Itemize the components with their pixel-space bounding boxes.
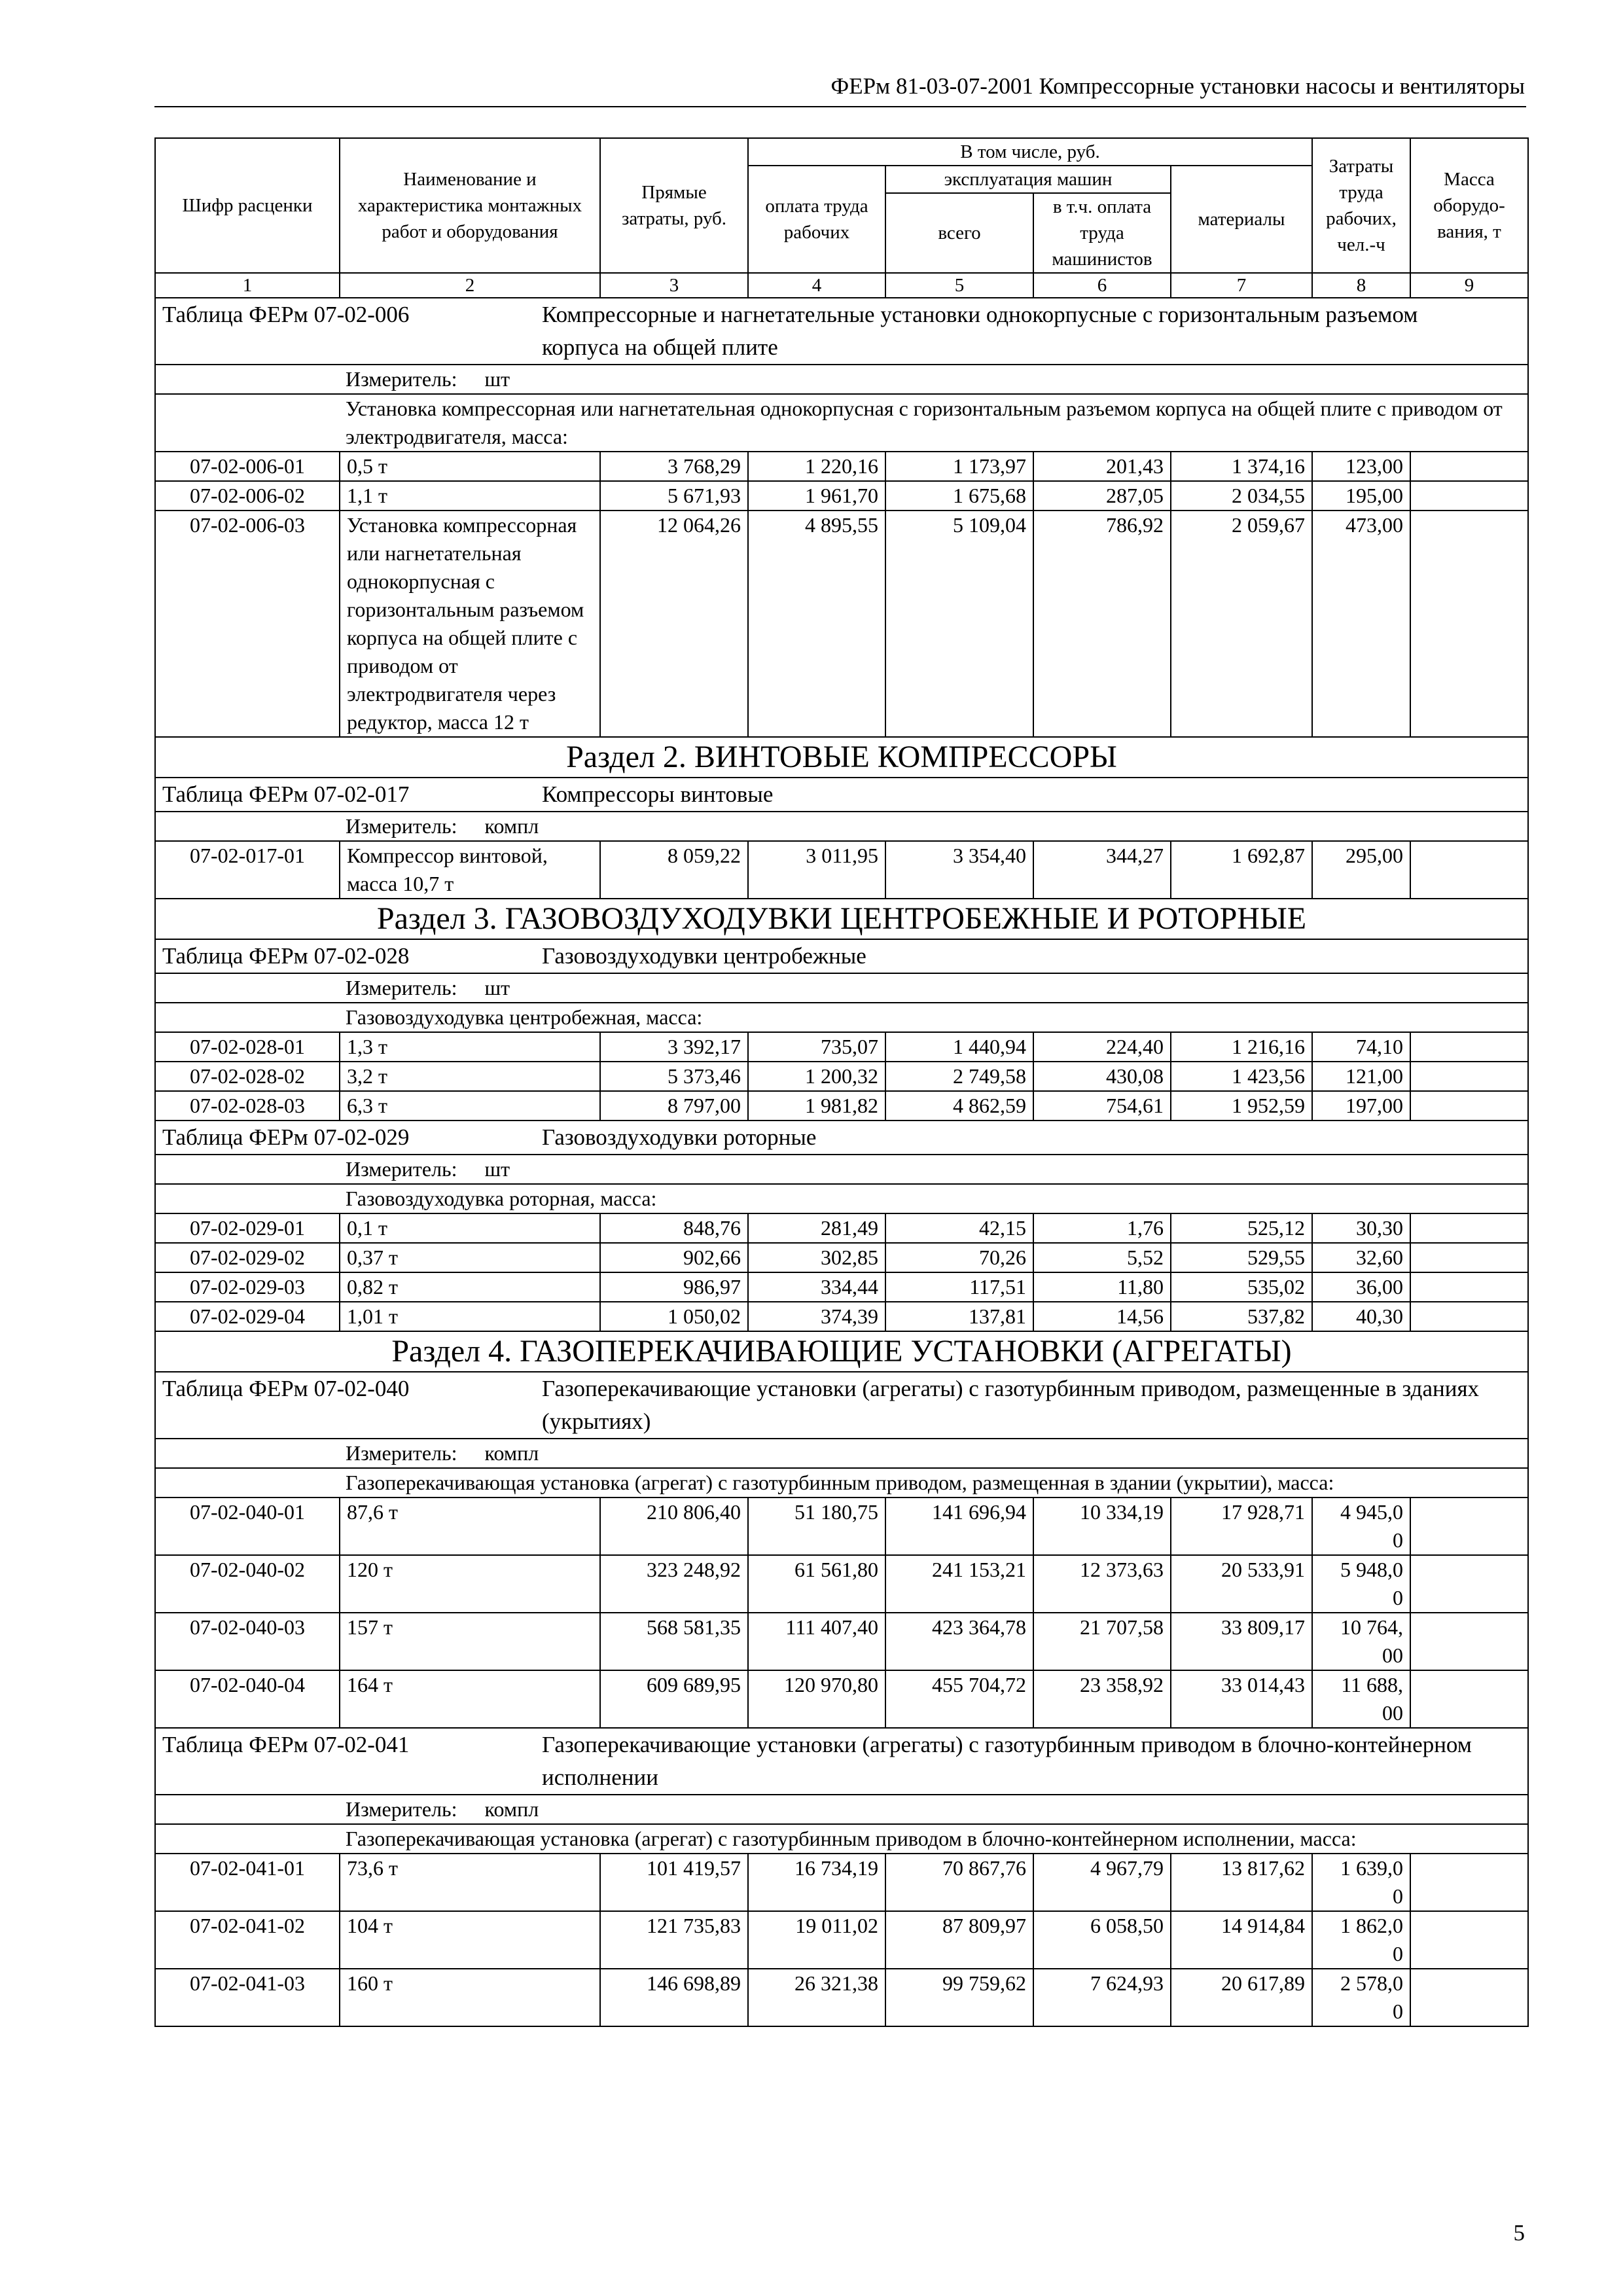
rate-code: 07-02-040-02 xyxy=(155,1555,340,1613)
materials-cost: 33 809,17 xyxy=(1171,1613,1312,1670)
machine-cost: 1 675,68 xyxy=(885,481,1033,511)
labor-hours-line: 0 xyxy=(1393,1528,1403,1552)
labor-hours-line: 0 xyxy=(1393,2000,1403,2023)
rate-name: Установка компрессорная или нагнетательная однокорпусная с горизонтальным разъемом корпуса на общей плите с приводом от электродвигателя через редуктор, масса 12 т xyxy=(340,511,600,737)
equipment-mass xyxy=(1410,481,1528,511)
col-header-labor: оплата труда рабочих xyxy=(748,166,885,273)
rate-code: 07-02-040-01 xyxy=(155,1498,340,1555)
equipment-mass xyxy=(1410,1613,1528,1670)
labor-cost: 3 011,95 xyxy=(748,841,885,899)
labor-hours-line: 10 764, xyxy=(1340,1615,1403,1639)
table-caption-label: Таблица ФЕРм 07-02-040 xyxy=(162,1376,410,1401)
rate-code: 07-02-041-01 xyxy=(155,1854,340,1911)
rate-code: 07-02-028-01 xyxy=(155,1032,340,1062)
operator-cost: 287,05 xyxy=(1033,481,1171,511)
materials-cost: 20 533,91 xyxy=(1171,1555,1312,1613)
direct-cost: 101 419,57 xyxy=(600,1854,748,1911)
equipment-mass xyxy=(1410,1213,1528,1243)
table-caption-row xyxy=(155,1728,1528,1795)
operator-cost: 5,52 xyxy=(1033,1243,1171,1272)
row-group-description: Установка компрессорная или нагнетательная однокорпусная с горизонтальным разъемом корпуса на общей плите с приводом от электродвигателя, масса: xyxy=(155,394,1528,452)
rate-code: 07-02-029-03 xyxy=(155,1272,340,1302)
document-header-title: ФЕРм 81-03-07-2001 Компрессорные установки насосы и вентиляторы xyxy=(830,73,1525,99)
equipment-mass xyxy=(1410,511,1528,737)
labor-hours: 30,30 xyxy=(1312,1213,1410,1243)
operator-cost: 10 334,19 xyxy=(1033,1498,1171,1555)
table-row xyxy=(155,1032,1528,1062)
equipment-mass xyxy=(1410,1854,1528,1911)
direct-cost: 1 050,02 xyxy=(600,1302,748,1331)
labor-cost: 4 895,55 xyxy=(748,511,885,737)
operator-cost: 224,40 xyxy=(1033,1032,1171,1062)
labor-cost: 61 561,80 xyxy=(748,1555,885,1613)
table-caption-label: Таблица ФЕРм 07-02-029 xyxy=(162,1124,410,1150)
rate-code: 07-02-040-03 xyxy=(155,1613,340,1670)
measure-label: Измеритель: xyxy=(346,814,457,838)
rate-name: 6,3 т xyxy=(340,1091,600,1121)
measure-unit: компл xyxy=(484,814,539,838)
machine-cost: 70 867,76 xyxy=(885,1854,1033,1911)
measure-row xyxy=(155,1439,1528,1468)
rate-code: 07-02-029-01 xyxy=(155,1213,340,1243)
rate-code: 07-02-041-03 xyxy=(155,1969,340,2026)
table-caption-row xyxy=(155,939,1528,973)
table-row xyxy=(155,452,1528,481)
rate-code: 07-02-006-01 xyxy=(155,452,340,481)
labor-hours: 195,00 xyxy=(1312,481,1410,511)
direct-cost: 146 698,89 xyxy=(600,1969,748,2026)
rate-code: 07-02-040-04 xyxy=(155,1670,340,1728)
rates-table xyxy=(154,137,1529,2027)
table-row xyxy=(155,1555,1528,1613)
rate-name: 1,1 т xyxy=(340,481,600,511)
measure-unit: шт xyxy=(484,1157,510,1181)
operator-cost: 430,08 xyxy=(1033,1062,1171,1091)
col-header-mass: Масса оборудо-вания, т xyxy=(1410,138,1528,273)
rate-name: 104 т xyxy=(340,1911,600,1969)
direct-cost: 5 671,93 xyxy=(600,481,748,511)
direct-cost: 12 064,26 xyxy=(600,511,748,737)
direct-cost: 8 059,22 xyxy=(600,841,748,899)
operator-cost: 344,27 xyxy=(1033,841,1171,899)
materials-cost: 13 817,62 xyxy=(1171,1854,1312,1911)
measure-cell xyxy=(155,812,1528,841)
direct-cost: 568 581,35 xyxy=(600,1613,748,1670)
equipment-mass xyxy=(1410,1243,1528,1272)
operator-cost: 7 624,93 xyxy=(1033,1969,1171,2026)
direct-cost: 848,76 xyxy=(600,1213,748,1243)
table-row xyxy=(155,1613,1528,1670)
direct-cost: 5 373,46 xyxy=(600,1062,748,1091)
section-heading: Раздел 4. ГАЗОПЕРЕКАЧИВАЮЩИЕ УСТАНОВКИ (АГРЕГАТЫ) xyxy=(155,1331,1528,1372)
labor-cost: 281,49 xyxy=(748,1213,885,1243)
materials-cost: 1 952,59 xyxy=(1171,1091,1312,1121)
materials-cost: 537,82 xyxy=(1171,1302,1312,1331)
equipment-mass xyxy=(1410,1555,1528,1613)
labor-hours: 74,10 xyxy=(1312,1032,1410,1062)
column-number: 1 xyxy=(155,273,340,298)
table-caption-label: Таблица ФЕРм 07-02-017 xyxy=(162,781,410,807)
table-caption-row xyxy=(155,1372,1528,1439)
direct-cost: 3 768,29 xyxy=(600,452,748,481)
description-row xyxy=(155,1003,1528,1032)
table-caption xyxy=(155,778,1528,812)
operator-cost: 754,61 xyxy=(1033,1091,1171,1121)
measure-label: Измеритель: xyxy=(346,976,457,999)
table-caption xyxy=(155,939,1528,973)
materials-cost: 2 034,55 xyxy=(1171,481,1312,511)
equipment-mass xyxy=(1410,1302,1528,1331)
column-number: 5 xyxy=(885,273,1033,298)
col-header-including: В том числе, руб. xyxy=(748,138,1312,166)
machine-cost: 3 354,40 xyxy=(885,841,1033,899)
rate-name: Компрессор винтовой, масса 10,7 т xyxy=(340,841,600,899)
labor-cost: 1 981,82 xyxy=(748,1091,885,1121)
labor-hours: 473,00 xyxy=(1312,511,1410,737)
equipment-mass xyxy=(1410,1062,1528,1091)
direct-cost: 121 735,83 xyxy=(600,1911,748,1969)
column-number: 4 xyxy=(748,273,885,298)
labor-cost: 1 220,16 xyxy=(748,452,885,481)
labor-hours: 36,00 xyxy=(1312,1272,1410,1302)
table-caption-title: Газовоздуходувки центробежные xyxy=(542,943,866,969)
rate-code: 07-02-029-02 xyxy=(155,1243,340,1272)
table-row xyxy=(155,1911,1528,1969)
labor-hours: 295,00 xyxy=(1312,841,1410,899)
rate-name: 1,3 т xyxy=(340,1032,600,1062)
description-row xyxy=(155,1468,1528,1498)
machine-cost: 1 440,94 xyxy=(885,1032,1033,1062)
materials-cost: 14 914,84 xyxy=(1171,1911,1312,1969)
measure-cell xyxy=(155,973,1528,1003)
table-row xyxy=(155,1272,1528,1302)
labor-cost: 1 200,32 xyxy=(748,1062,885,1091)
operator-cost: 12 373,63 xyxy=(1033,1555,1171,1613)
labor-hours xyxy=(1312,1498,1410,1555)
description-row xyxy=(155,1824,1528,1854)
col-header-machine-operators: в т.ч. оплата труда машинистов xyxy=(1033,193,1171,273)
rate-name: 73,6 т xyxy=(340,1854,600,1911)
column-number: 8 xyxy=(1312,273,1410,298)
measure-row xyxy=(155,973,1528,1003)
measure-label: Измеритель: xyxy=(346,367,457,391)
table-caption-row xyxy=(155,1121,1528,1155)
section-row xyxy=(155,737,1528,778)
labor-cost: 302,85 xyxy=(748,1243,885,1272)
labor-cost: 1 961,70 xyxy=(748,481,885,511)
table-row xyxy=(155,481,1528,511)
operator-cost: 1,76 xyxy=(1033,1213,1171,1243)
rate-name: 157 т xyxy=(340,1613,600,1670)
operator-cost: 14,56 xyxy=(1033,1302,1171,1331)
measure-unit: шт xyxy=(484,976,510,999)
col-header-machines: эксплуатация машин xyxy=(885,166,1171,193)
table-caption xyxy=(155,1372,1528,1439)
materials-cost: 17 928,71 xyxy=(1171,1498,1312,1555)
equipment-mass xyxy=(1410,1272,1528,1302)
rate-name: 3,2 т xyxy=(340,1062,600,1091)
machine-cost: 42,15 xyxy=(885,1213,1033,1243)
direct-cost: 3 392,17 xyxy=(600,1032,748,1062)
direct-cost: 210 806,40 xyxy=(600,1498,748,1555)
labor-cost: 120 970,80 xyxy=(748,1670,885,1728)
direct-cost: 609 689,95 xyxy=(600,1670,748,1728)
equipment-mass xyxy=(1410,1498,1528,1555)
materials-cost: 1 692,87 xyxy=(1171,841,1312,899)
direct-cost: 902,66 xyxy=(600,1243,748,1272)
labor-hours-line: 1 639,0 xyxy=(1340,1856,1403,1880)
description-row xyxy=(155,1184,1528,1213)
machine-cost: 87 809,97 xyxy=(885,1911,1033,1969)
machine-cost: 241 153,21 xyxy=(885,1555,1033,1613)
measure-cell xyxy=(155,1155,1528,1184)
equipment-mass xyxy=(1410,1969,1528,2026)
labor-hours-line: 0 xyxy=(1393,1586,1403,1609)
machine-cost: 2 749,58 xyxy=(885,1062,1033,1091)
measure-row xyxy=(155,1155,1528,1184)
table-caption xyxy=(155,1121,1528,1155)
col-header-name: Наименование и характеристика монтажных работ и оборудования xyxy=(340,138,600,273)
labor-hours-line: 1 862,0 xyxy=(1340,1914,1403,1937)
operator-cost: 23 358,92 xyxy=(1033,1670,1171,1728)
labor-hours xyxy=(1312,1555,1410,1613)
direct-cost: 323 248,92 xyxy=(600,1555,748,1613)
table-row xyxy=(155,1243,1528,1272)
labor-hours xyxy=(1312,1911,1410,1969)
measure-row xyxy=(155,812,1528,841)
measure-cell xyxy=(155,1795,1528,1824)
equipment-mass xyxy=(1410,1091,1528,1121)
col-header-code: Шифр расценки xyxy=(155,138,340,273)
rate-code: 07-02-017-01 xyxy=(155,841,340,899)
row-group-description: Газовоздуходувка центробежная, масса: xyxy=(155,1003,1528,1032)
table-row xyxy=(155,841,1528,899)
machine-cost: 141 696,94 xyxy=(885,1498,1033,1555)
measure-row xyxy=(155,365,1528,394)
col-header-hours: Затраты труда рабочих, чел.-ч xyxy=(1312,138,1410,273)
labor-hours: 32,60 xyxy=(1312,1243,1410,1272)
operator-cost: 201,43 xyxy=(1033,452,1171,481)
column-number: 9 xyxy=(1410,273,1528,298)
measure-cell xyxy=(155,365,1528,394)
table-row xyxy=(155,1302,1528,1331)
rate-name: 0,1 т xyxy=(340,1213,600,1243)
direct-cost: 986,97 xyxy=(600,1272,748,1302)
measure-label: Измеритель: xyxy=(346,1797,457,1821)
table-row xyxy=(155,1670,1528,1728)
labor-cost: 111 407,40 xyxy=(748,1613,885,1670)
rate-code: 07-02-006-03 xyxy=(155,511,340,737)
section-row xyxy=(155,899,1528,939)
machine-cost: 99 759,62 xyxy=(885,1969,1033,2026)
machine-cost: 137,81 xyxy=(885,1302,1033,1331)
labor-hours-line: 2 578,0 xyxy=(1340,1971,1403,1995)
table-caption xyxy=(155,298,1528,365)
rate-name: 164 т xyxy=(340,1670,600,1728)
col-header-direct: Прямые затраты, руб. xyxy=(600,138,748,273)
rate-name: 0,82 т xyxy=(340,1272,600,1302)
rate-code: 07-02-028-02 xyxy=(155,1062,340,1091)
page-number: 5 xyxy=(1513,2220,1525,2246)
operator-cost: 786,92 xyxy=(1033,511,1171,737)
table-caption xyxy=(155,1728,1528,1795)
measure-unit: компл xyxy=(484,1797,539,1821)
col-header-machines-total: всего xyxy=(885,193,1033,273)
rate-name: 160 т xyxy=(340,1969,600,2026)
column-number-row xyxy=(155,273,1528,298)
materials-cost: 1 423,56 xyxy=(1171,1062,1312,1091)
rate-name: 1,01 т xyxy=(340,1302,600,1331)
table-row xyxy=(155,1213,1528,1243)
labor-cost: 735,07 xyxy=(748,1032,885,1062)
equipment-mass xyxy=(1410,841,1528,899)
table-caption-label: Таблица ФЕРм 07-02-041 xyxy=(162,1732,410,1757)
machine-cost: 423 364,78 xyxy=(885,1613,1033,1670)
rate-name: 120 т xyxy=(340,1555,600,1613)
operator-cost: 4 967,79 xyxy=(1033,1854,1171,1911)
machine-cost: 4 862,59 xyxy=(885,1091,1033,1121)
labor-hours: 40,30 xyxy=(1312,1302,1410,1331)
row-group-description: Газовоздуходувка роторная, масса: xyxy=(155,1184,1528,1213)
table-caption-title: Компрессорные и нагнетательные установки однокорпусные с горизонтальным разъемом корпуса на общей плите xyxy=(542,302,1418,360)
rate-code: 07-02-028-03 xyxy=(155,1091,340,1121)
machine-cost: 5 109,04 xyxy=(885,511,1033,737)
operator-cost: 21 707,58 xyxy=(1033,1613,1171,1670)
table-caption-row xyxy=(155,778,1528,812)
labor-hours xyxy=(1312,1969,1410,2026)
materials-cost: 535,02 xyxy=(1171,1272,1312,1302)
table-caption-row xyxy=(155,298,1528,365)
rate-code: 07-02-041-02 xyxy=(155,1911,340,1969)
labor-hours xyxy=(1312,1613,1410,1670)
materials-cost: 525,12 xyxy=(1171,1213,1312,1243)
labor-hours: 121,00 xyxy=(1312,1062,1410,1091)
labor-hours-line: 00 xyxy=(1382,1701,1403,1725)
labor-cost: 19 011,02 xyxy=(748,1911,885,1969)
labor-hours-line: 11 688, xyxy=(1341,1673,1403,1696)
labor-cost: 16 734,19 xyxy=(748,1854,885,1911)
section-heading: Раздел 3. ГАЗОВОЗДУХОДУВКИ ЦЕНТРОБЕЖНЫЕ И РОТОРНЫЕ xyxy=(155,899,1528,939)
rate-name: 0,37 т xyxy=(340,1243,600,1272)
table-row xyxy=(155,511,1528,737)
col-header-materials: материалы xyxy=(1171,166,1312,273)
machine-cost: 70,26 xyxy=(885,1243,1033,1272)
rate-name: 0,5 т xyxy=(340,452,600,481)
table-row xyxy=(155,1969,1528,2026)
labor-hours-line: 4 945,0 xyxy=(1340,1500,1403,1524)
labor-cost: 374,39 xyxy=(748,1302,885,1331)
measure-row xyxy=(155,1795,1528,1824)
materials-cost: 20 617,89 xyxy=(1171,1969,1312,2026)
equipment-mass xyxy=(1410,452,1528,481)
equipment-mass xyxy=(1410,1032,1528,1062)
operator-cost: 11,80 xyxy=(1033,1272,1171,1302)
section-row xyxy=(155,1331,1528,1372)
table-row xyxy=(155,1854,1528,1911)
measure-cell xyxy=(155,1439,1528,1468)
table-caption-label: Таблица ФЕРм 07-02-028 xyxy=(162,943,410,969)
column-number: 7 xyxy=(1171,273,1312,298)
measure-label: Измеритель: xyxy=(346,1441,457,1465)
materials-cost: 1 374,16 xyxy=(1171,452,1312,481)
rate-name: 87,6 т xyxy=(340,1498,600,1555)
table-row xyxy=(155,1062,1528,1091)
column-number: 6 xyxy=(1033,273,1171,298)
materials-cost: 33 014,43 xyxy=(1171,1670,1312,1728)
labor-hours: 197,00 xyxy=(1312,1091,1410,1121)
operator-cost: 6 058,50 xyxy=(1033,1911,1171,1969)
labor-hours: 123,00 xyxy=(1312,452,1410,481)
measure-unit: шт xyxy=(484,367,510,391)
table-caption-title: Компрессоры винтовые xyxy=(542,781,774,807)
labor-hours-line: 0 xyxy=(1393,1884,1403,1908)
labor-cost: 26 321,38 xyxy=(748,1969,885,2026)
direct-cost: 8 797,00 xyxy=(600,1091,748,1121)
table-caption-title: Газоперекачивающие установки (агрегаты) с газотурбинным приводом в блочно-контейнерном исполнении xyxy=(542,1732,1472,1790)
table-caption-label: Таблица ФЕРм 07-02-006 xyxy=(162,302,410,327)
machine-cost: 1 173,97 xyxy=(885,452,1033,481)
equipment-mass xyxy=(1410,1670,1528,1728)
rate-code: 07-02-029-04 xyxy=(155,1302,340,1331)
column-number: 3 xyxy=(600,273,748,298)
labor-cost: 334,44 xyxy=(748,1272,885,1302)
labor-hours-line: 00 xyxy=(1382,1643,1403,1667)
labor-hours-line: 5 948,0 xyxy=(1340,1558,1403,1581)
labor-hours xyxy=(1312,1670,1410,1728)
column-number: 2 xyxy=(340,273,600,298)
labor-hours xyxy=(1312,1854,1410,1911)
table-row xyxy=(155,1091,1528,1121)
row-group-description: Газоперекачивающая установка (агрегат) с газотурбинным приводом, размещенная в здании (укрытии), масса: xyxy=(155,1468,1528,1498)
rate-code: 07-02-006-02 xyxy=(155,481,340,511)
measure-unit: компл xyxy=(484,1441,539,1465)
materials-cost: 2 059,67 xyxy=(1171,511,1312,737)
description-row xyxy=(155,394,1528,452)
header-rule xyxy=(154,106,1526,107)
materials-cost: 529,55 xyxy=(1171,1243,1312,1272)
table-row xyxy=(155,1498,1528,1555)
section-heading: Раздел 2. ВИНТОВЫЕ КОМПРЕССОРЫ xyxy=(155,737,1528,778)
labor-hours-line: 0 xyxy=(1393,1942,1403,1965)
table-caption-title: Газоперекачивающие установки (агрегаты) с газотурбинным приводом, размещенные в зданиях (укрытиях) xyxy=(542,1376,1480,1434)
machine-cost: 117,51 xyxy=(885,1272,1033,1302)
materials-cost: 1 216,16 xyxy=(1171,1032,1312,1062)
table-caption-title: Газовоздуходувки роторные xyxy=(542,1124,817,1150)
machine-cost: 455 704,72 xyxy=(885,1670,1033,1728)
equipment-mass xyxy=(1410,1911,1528,1969)
labor-cost: 51 180,75 xyxy=(748,1498,885,1555)
row-group-description: Газоперекачивающая установка (агрегат) с газотурбинным приводом в блочно-контейнерном исполнении, масса: xyxy=(155,1824,1528,1854)
measure-label: Измеритель: xyxy=(346,1157,457,1181)
